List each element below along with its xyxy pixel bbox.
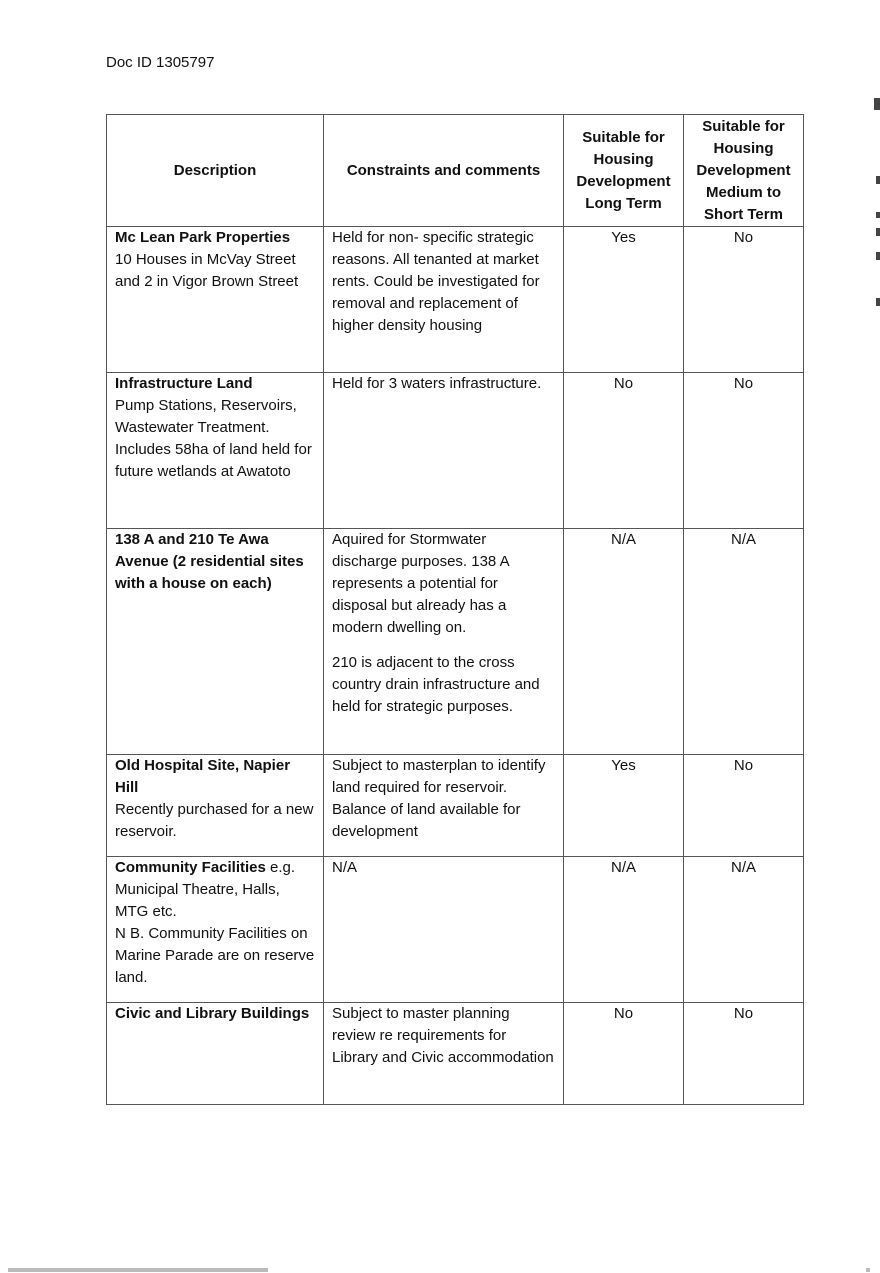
constraints-cell	[324, 755, 564, 857]
footer-cropped-mark	[866, 1268, 870, 1272]
constraints-text: Held for 3 waters infrastructure.	[332, 375, 542, 392]
constraints-text: Aquired for Stormwater discharge purposes. 138 A represents a potential for disposal but already has a modern dwelling on.	[332, 531, 509, 636]
row-detail: Pump Stations, Reservoirs, Wastewater Treatment. Includes 58ha of land held for future wetlands at Awatoto	[115, 397, 312, 480]
long-term-cell: N/A	[564, 529, 684, 755]
row-detail: Recently purchased for a new reservoir.	[115, 801, 314, 840]
constraints-cell	[324, 529, 564, 755]
table-header-row	[107, 115, 804, 227]
row-title: 138 A and 210 Te Awa Avenue (2 residential sites with a house on each)	[115, 531, 304, 592]
long-term-cell: Yes	[564, 755, 684, 857]
page-edge-mark	[876, 212, 880, 218]
medium-short-cell: No	[684, 755, 804, 857]
table-row	[107, 1003, 804, 1105]
long-term-cell: No	[564, 1003, 684, 1105]
medium-short-cell: N/A	[684, 857, 804, 1003]
header-constraints: Constraints and comments	[324, 115, 564, 227]
constraints-cell	[324, 227, 564, 373]
description-cell	[107, 1003, 324, 1105]
page-edge-mark	[874, 98, 880, 110]
constraints-cell	[324, 373, 564, 529]
constraints-text: Subject to masterplan to identify land required for reservoir. Balance of land available for development	[332, 757, 546, 840]
constraints-text: 210 is adjacent to the cross country drain infrastructure and held for strategic purposes.	[332, 654, 540, 715]
long-term-cell: N/A	[564, 857, 684, 1003]
doc-id: Doc ID 1305797	[106, 54, 215, 71]
constraints-cell	[324, 1003, 564, 1105]
long-term-cell: No	[564, 373, 684, 529]
description-cell	[107, 227, 324, 373]
table-row	[107, 227, 804, 373]
row-detail: 10 Houses in McVay Street and 2 in Vigor Brown Street	[115, 251, 299, 290]
constraints-text: Subject to master planning review re requirements for Library and Civic accommodation	[332, 1005, 554, 1066]
page-edge-mark	[876, 228, 880, 236]
medium-short-cell: No	[684, 227, 804, 373]
description-cell	[107, 529, 324, 755]
page-edge-mark	[876, 298, 880, 306]
row-title-suffix: e.g. Municipal Theatre, Halls, MTG etc.	[115, 859, 296, 920]
medium-short-cell: N/A	[684, 529, 804, 755]
medium-short-cell: No	[684, 373, 804, 529]
description-cell	[107, 755, 324, 857]
table-row	[107, 857, 804, 1003]
row-title: Community Facilities	[115, 859, 266, 876]
long-term-cell: Yes	[564, 227, 684, 373]
table-row	[107, 373, 804, 529]
property-table	[106, 114, 804, 1105]
footer-cropped-text	[8, 1268, 268, 1272]
table-row	[107, 529, 804, 755]
header-description: Description	[107, 115, 324, 227]
constraints-cell	[324, 857, 564, 1003]
medium-short-cell: No	[684, 1003, 804, 1105]
row-title: Mc Lean Park Properties	[115, 229, 291, 246]
description-cell	[107, 857, 324, 1003]
constraints-text: N/A	[332, 859, 358, 876]
row-title: Civic and Library Buildings	[115, 1005, 310, 1022]
row-title: Infrastructure Land	[115, 375, 253, 392]
header-medium-short-term: Suitable for Housing Development Medium to Short Term	[684, 115, 804, 227]
page-edge-mark	[876, 176, 880, 184]
row-detail: N B. Community Facilities on Marine Parade are on reserve land.	[115, 925, 315, 986]
description-cell	[107, 373, 324, 529]
row-title: Old Hospital Site, Napier Hill	[115, 757, 291, 796]
page-edge-mark	[876, 252, 880, 260]
constraints-text: Held for non- specific strategic reasons. All tenanted at market rents. Could be investigated for removal and replacement of higher density housing	[332, 229, 540, 334]
table-row	[107, 755, 804, 857]
header-long-term: Suitable for Housing Development Long Term	[564, 115, 684, 227]
